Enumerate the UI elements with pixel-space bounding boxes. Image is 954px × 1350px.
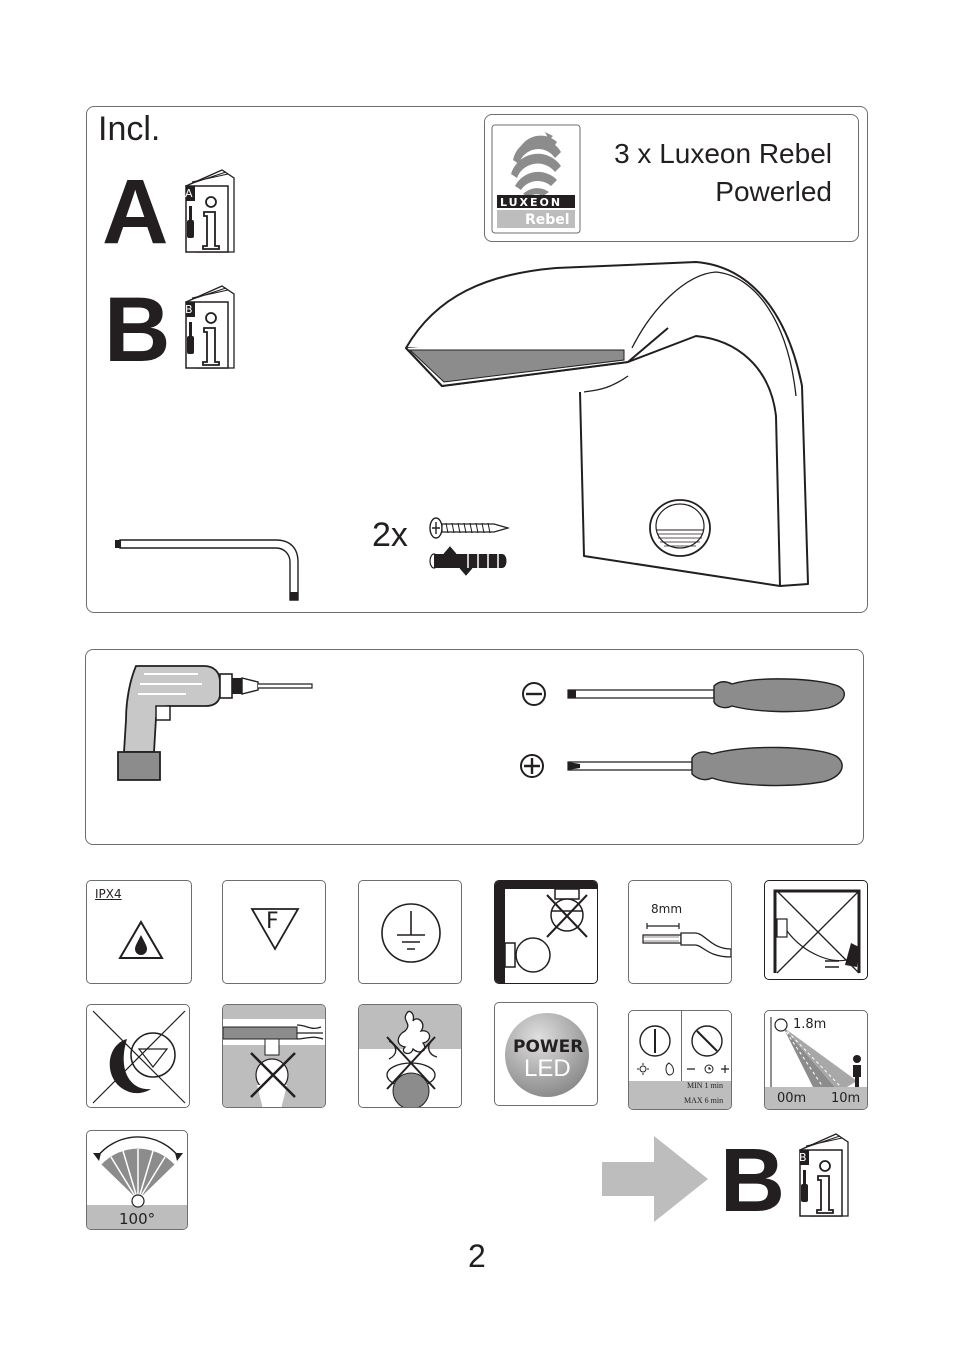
flat-screwdriver-icon: [518, 676, 848, 716]
settings-divider: [681, 1011, 682, 1081]
timer-min-label: MIN 1 min: [687, 1081, 723, 1090]
letter-b: B: [104, 279, 171, 381]
booklet-b-tag: B: [185, 303, 193, 316]
no-insulation-cover-icon: [223, 1005, 326, 1108]
no-plug-tile: [764, 880, 868, 980]
manual-booklet-a-icon: [182, 166, 238, 256]
wall-plug-icon: [428, 546, 510, 576]
led-word: LED: [524, 1055, 571, 1082]
included-heading: Incl.: [98, 110, 161, 148]
strip-length-label: 8mm: [651, 902, 683, 916]
water-drop-warning-icon: [117, 919, 165, 961]
f-mark-tile: [222, 880, 326, 984]
manual-booklet-b-icon: [182, 282, 238, 372]
booklet-a-tag: A: [185, 187, 193, 200]
no-dimmer-icon: [87, 1005, 190, 1108]
ipx4-label: IPX4: [95, 887, 122, 901]
detection-angle-label: 100°: [119, 1210, 156, 1228]
timer-max-label: MAX 6 min: [684, 1096, 724, 1105]
f-mark-letter: F: [266, 909, 279, 934]
range-end-label: 10m: [831, 1091, 861, 1106]
no-cover-materials-tile: [358, 1004, 462, 1108]
allen-key-icon: [112, 534, 302, 604]
power-word: POWER: [513, 1037, 584, 1057]
screws-count: 2x: [372, 516, 408, 554]
light-sensitivity-dial-icon: [633, 1021, 679, 1077]
no-cover-materials-icon: [359, 1005, 462, 1108]
power-led-tile: [494, 1002, 598, 1106]
screw-icon: [428, 516, 510, 540]
no-plug-icon: [765, 881, 868, 980]
next-step-booklet-tag: B: [799, 1151, 807, 1164]
power-drill-icon: [116, 660, 314, 784]
wire-strip-length-tile: [628, 880, 732, 984]
stripped-wire-icon: [639, 919, 731, 959]
earth-ground-icon: [379, 901, 443, 965]
luxeon-logo-sub: Rebel: [525, 212, 570, 228]
luxeon-logo-word: LUXEON: [500, 196, 563, 209]
sensor-height-label: 1.8m: [793, 1017, 827, 1032]
detection-angle-tile: [86, 1130, 188, 1230]
no-insulation-cover-tile: [222, 1004, 326, 1108]
luxeon-line-2: Powerled: [715, 176, 832, 207]
earth-ground-tile: [358, 880, 462, 984]
no-ceiling-mount-icon: [495, 881, 598, 984]
detection-range-tile: [764, 1010, 868, 1110]
phillips-screwdriver-icon: [516, 746, 846, 790]
next-step-booklet-icon: [796, 1130, 852, 1220]
timer-dial-icon: [685, 1021, 731, 1077]
next-step-arrow-icon: [602, 1136, 708, 1222]
no-dimmer-tile: [86, 1004, 190, 1108]
letter-a: A: [102, 161, 169, 263]
ipx4-rating-tile: [86, 880, 192, 984]
sensor-settings-tile: [628, 1010, 732, 1110]
range-start-label: 00m: [777, 1091, 807, 1106]
next-step-letter: B: [720, 1131, 785, 1231]
page-number: 2: [468, 1238, 486, 1274]
luxeon-line-1: 3 x Luxeon Rebel: [614, 138, 832, 169]
no-ceiling-mount-tile: [494, 880, 598, 984]
